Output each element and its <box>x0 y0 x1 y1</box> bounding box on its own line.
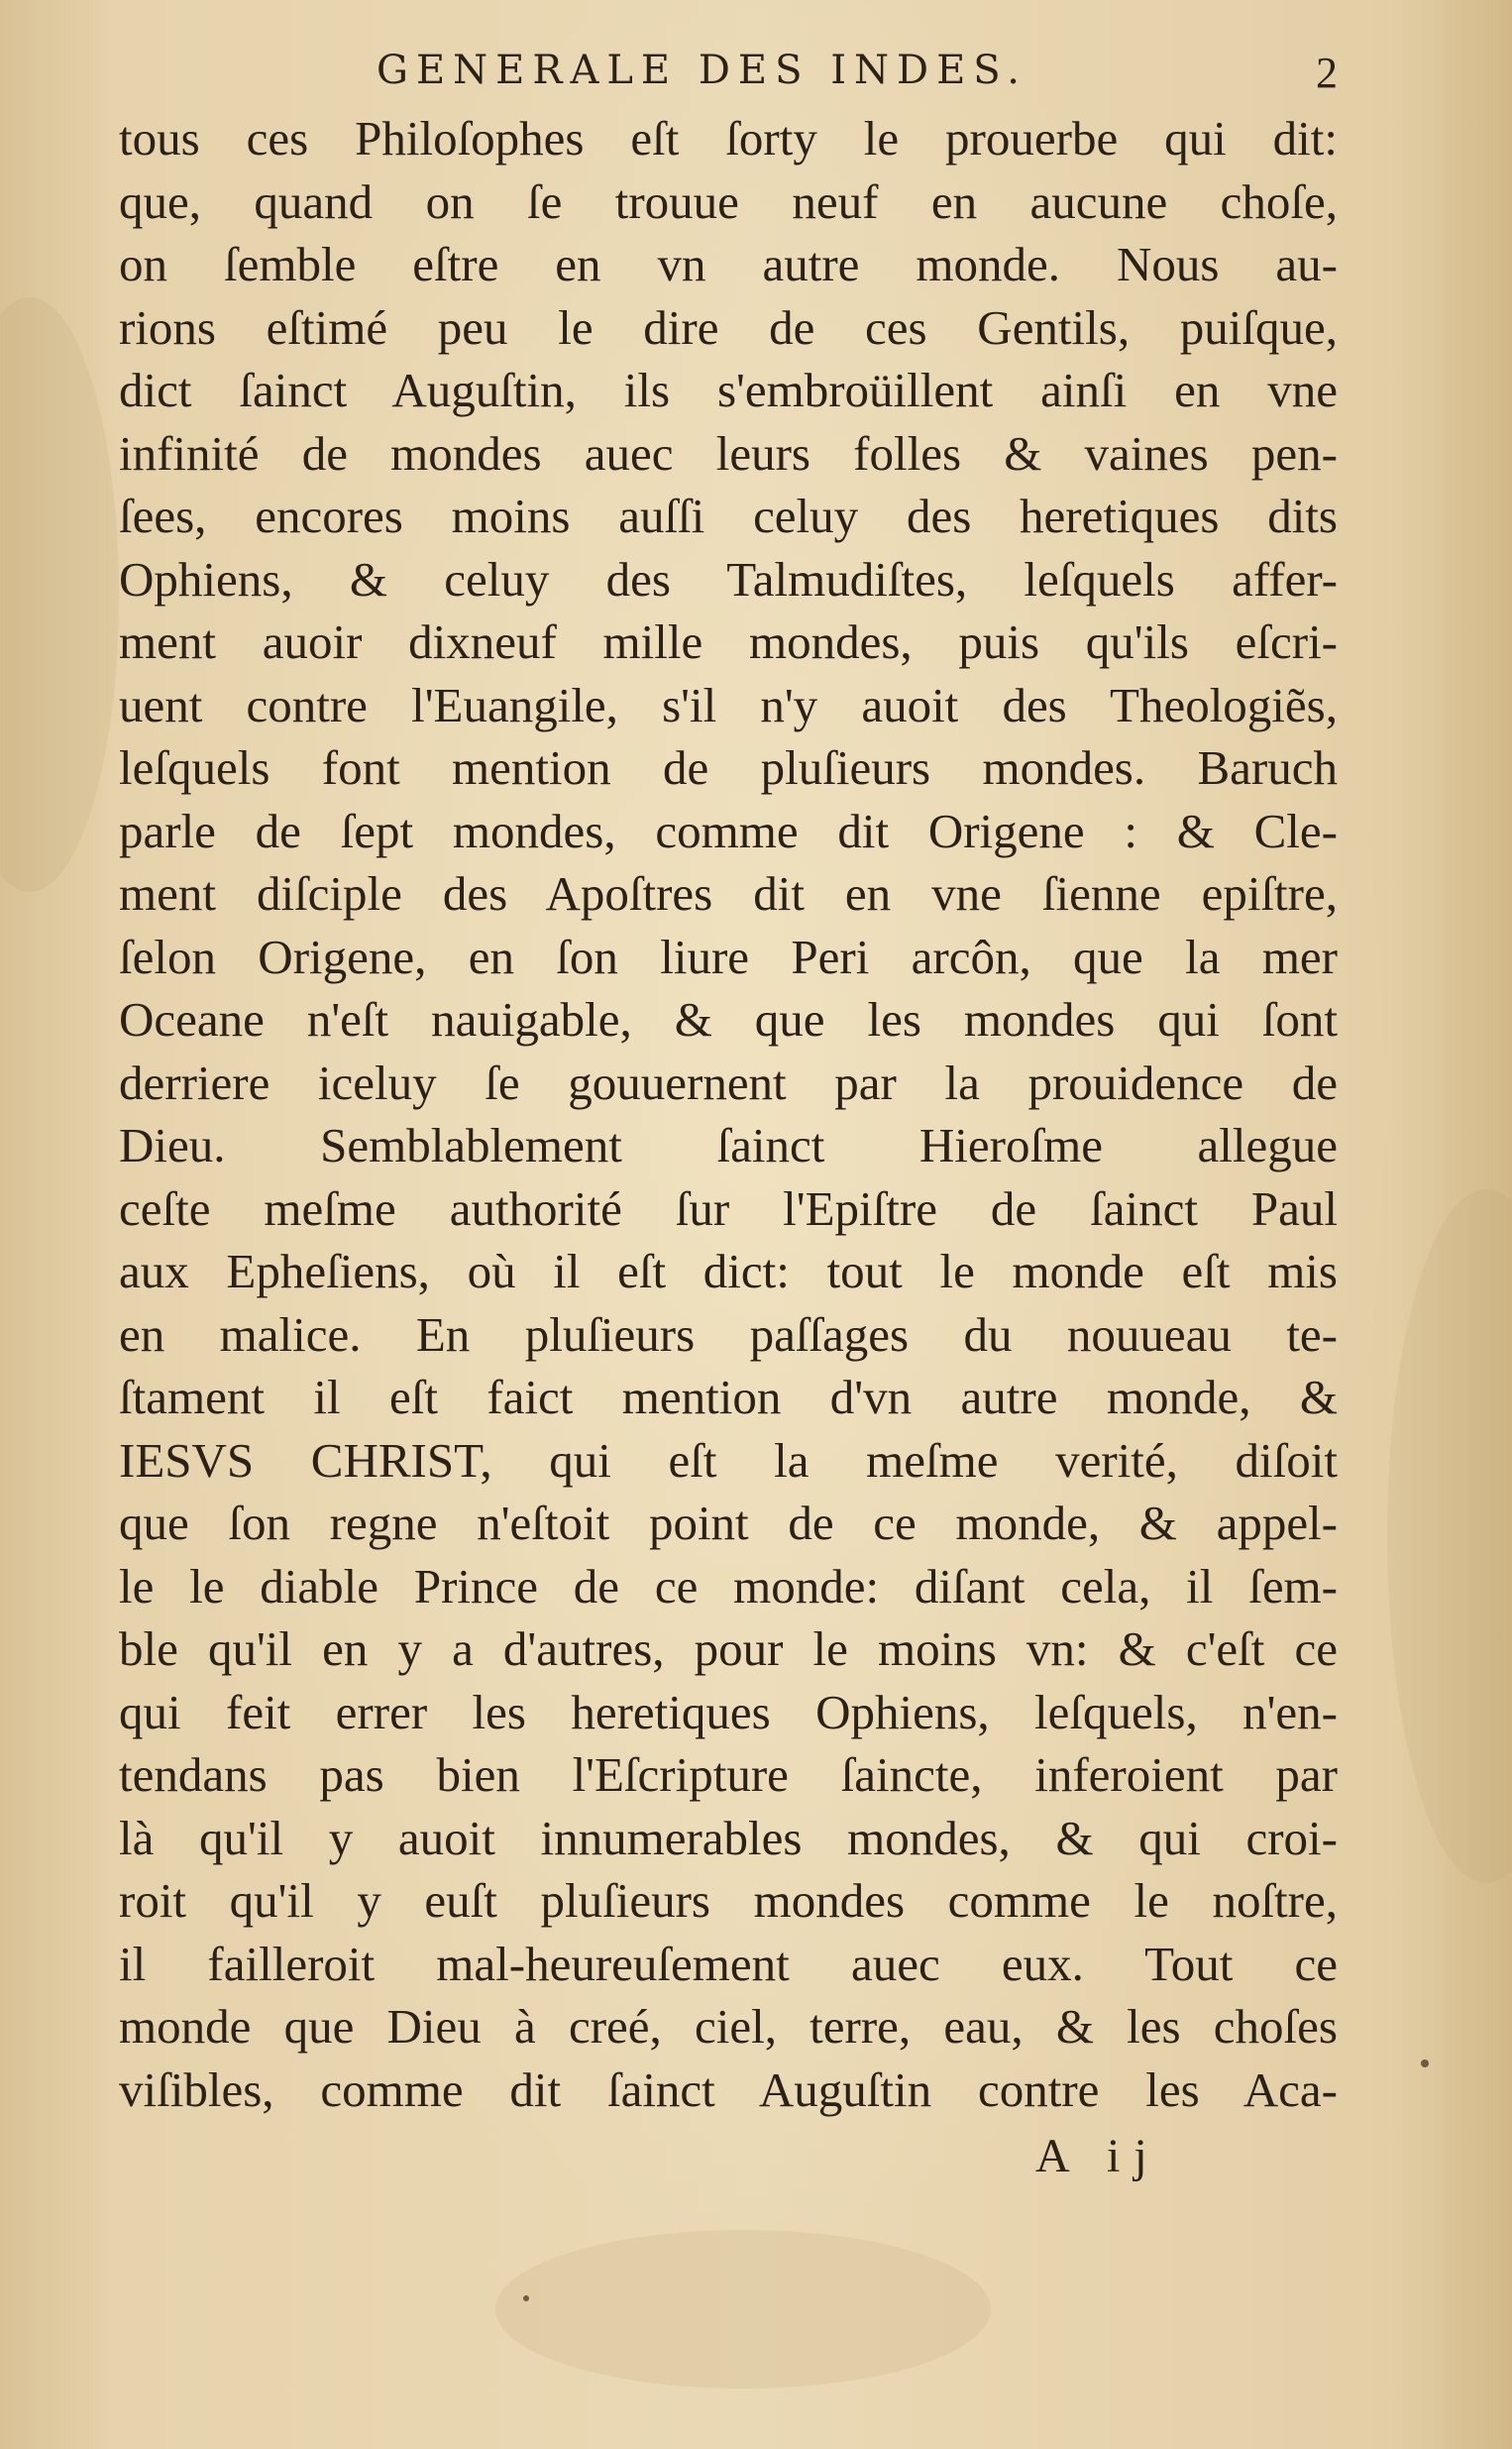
text-line: leſquels font mention de pluſieurs mondes. Baruch <box>119 740 1338 795</box>
ink-speck <box>1421 2059 1429 2067</box>
paper-stain <box>0 297 119 892</box>
text-line: ble qu'il en y a d'autres, pour le moins vn: & c'eſt ce <box>119 1621 1338 1676</box>
text-line: Oceane n'eſt nauigable, & que les mondes qui ſont <box>119 992 1338 1047</box>
text-line: Dieu. Semblablement ſainct Hieroſme allegue <box>119 1118 1338 1172</box>
text-line: uent contre l'Euangile, s'il n'y auoit des Theologiẽs, <box>119 677 1338 732</box>
text-line: dict ſainct Auguſtin, ils s'embroüillent ainſi en vne <box>119 363 1338 417</box>
text-line: en malice. En pluſieurs paſſages du nouueau te- <box>119 1306 1338 1362</box>
text-line: viſibles, comme dit ſainct Auguſtin contre les Aca- <box>119 2061 1338 2117</box>
text-line: ſees, encores moins auſſi celuy des heretiques dits <box>119 489 1338 543</box>
text-line: là qu'il y auoit innumerables mondes, & qui croi- <box>119 1810 1338 1865</box>
text-line: derriere iceluy ſe gouuernent par la prouidence de <box>119 1055 1338 1110</box>
text-line: roit qu'il y euſt pluſieurs mondes comme le noſtre, <box>119 1873 1338 1928</box>
text-line: tous ces Philoſophes eſt ſorty le prouerbe qui dit: <box>119 111 1338 166</box>
paper-stain <box>1387 1189 1512 1883</box>
text-line: ment diſciple des Apoſtres dit en vne ſienne epiſtre, <box>119 866 1338 921</box>
ink-speck <box>523 2295 529 2301</box>
signature-mark: A ij <box>1035 2130 1161 2182</box>
text-line: ſelon Origene, en ſon liure Peri arcôn, que la mer <box>119 929 1338 984</box>
body-text <box>119 107 1338 2121</box>
text-line: ceſte meſme authorité ſur l'Epiſtre de ſainct Paul <box>119 1180 1338 1236</box>
text-line: que ſon regne n'eſtoit point de ce monde, & appel- <box>119 1496 1338 1550</box>
text-line: que, quand on ſe trouue neuf en aucune choſe, <box>119 173 1338 229</box>
text-line: rions eſtimé peu le dire de ces Gentils, puiſque, <box>119 299 1338 355</box>
text-line: IESVS CHRIST, qui eſt la meſme verité, diſoit <box>119 1432 1338 1488</box>
text-line: tendans pas bien l'Eſcripture ſaincte, inferoient par <box>119 1747 1338 1802</box>
text-line: le le diable Prince de ce monde: diſant cela, il ſem- <box>119 1558 1338 1614</box>
text-line: ment auoir dixneuf mille mondes, puis qu'ils eſcri- <box>119 614 1338 669</box>
text-line: ſtament il eſt faict mention d'vn autre monde, & <box>119 1370 1338 1424</box>
text-line: il failleroit mal-heureuſement auec eux. Tout ce <box>119 1936 1338 1991</box>
text-line: qui feit errer les heretiques Ophiens, leſquels, n'en- <box>119 1684 1338 1739</box>
text-line: Ophiens, & celuy des Talmudiſtes, leſquels affer- <box>119 551 1338 607</box>
text-line: on ſemble eſtre en vn autre monde. Nous au- <box>119 237 1338 291</box>
text-line: parle de ſept mondes, comme dit Origene : & Cle- <box>119 803 1338 858</box>
page-number: 2 <box>1316 49 1338 97</box>
paper-stain <box>495 2230 991 2389</box>
text-line: monde que Dieu à creé, ciel, terre, eau, & les choſes <box>119 1999 1338 2054</box>
text-line: aux Epheſiens, où il eſt dict: tout le monde eſt mis <box>119 1244 1338 1298</box>
text-line: infinité de mondes auec leurs folles & vaines pen- <box>119 425 1338 481</box>
page-header <box>129 48 1338 107</box>
running-head: GENERALE DES INDES. <box>377 48 1027 93</box>
